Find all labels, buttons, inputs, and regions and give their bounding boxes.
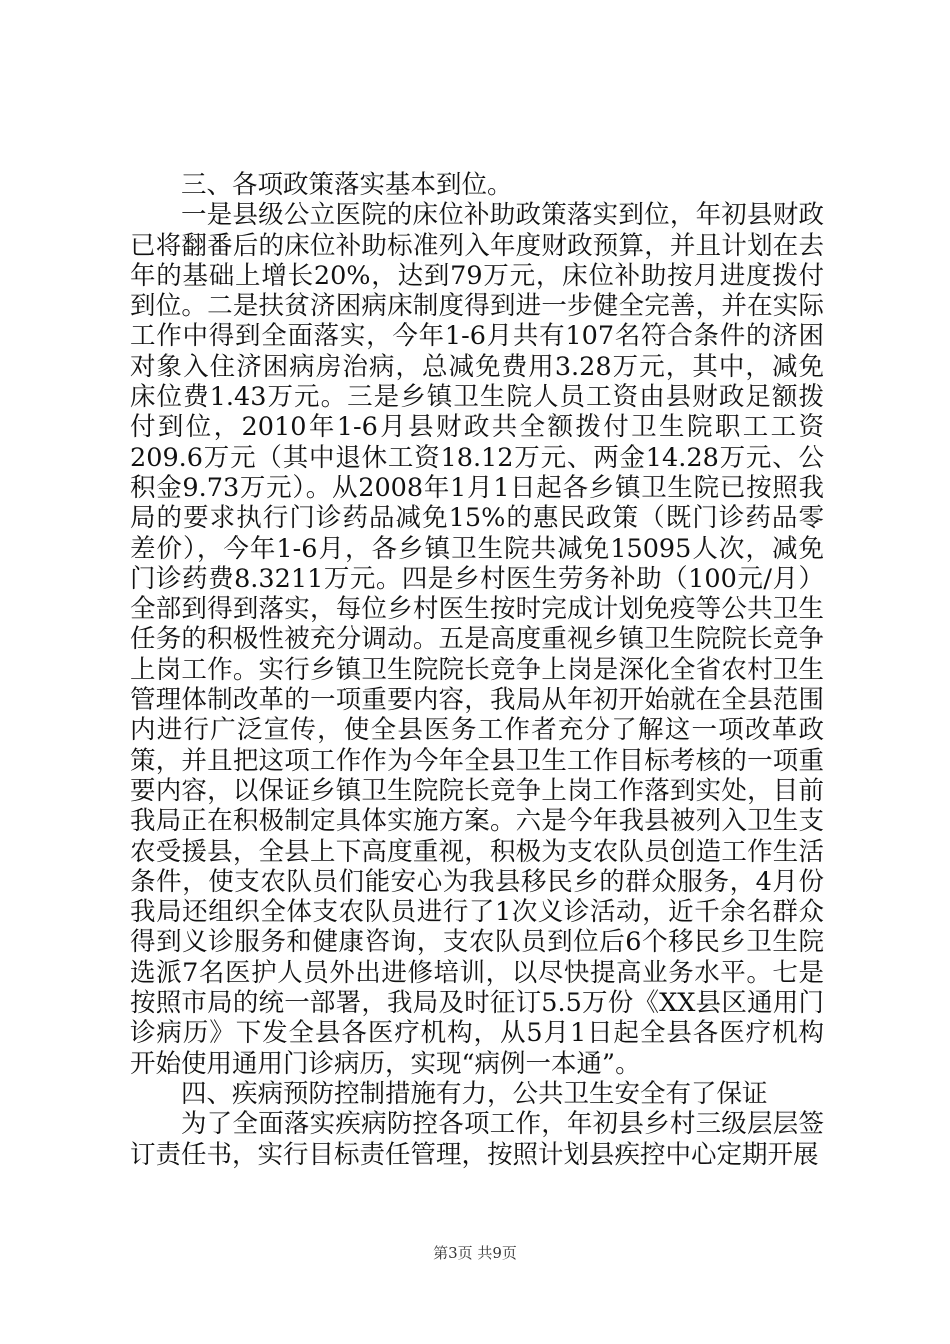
section-heading-4: 四、疾病预防控制措施有力，公共卫生安全有了保证 bbox=[181, 1078, 768, 1109]
body-paragraph: 一是县级公立医院的床位补助政策落实到位，年初县财政已将翻番后的床位补助标准列入年度财政预算，并且计划在去年的基础上增长20%，达到79万元，床位补助按月进度拨付到位。二是扶贫济困病床制度得到进一步健全完善，并在实际工作中得到全面落实，今年1-6月共有107名符合条件的济困对象入住济困病房治病，总减免费用3.28万元，其中，减免床位费1.43万元。三是乡镇卫生院人员工资由县财政足额拨付到位，2010年1-6月县财政共全额拨付卫生院职工工资209.6万元（其中退休工资18.12万元、两金14.28万元、公积金9.73万元）。从2008年1月1日起各乡镇卫生院已按照我局的要求执行门诊药品减免15%的惠民政策（既门诊药品零差价），今年1-6月，各乡镇卫生院共减免15095人次，减免门诊药费8.3211万元。四是乡村医生劳务补助（100元/月）全部到得到落实，每位乡村医生按时完成计划免疫等公共卫生任务的积极性被充分调动。五是高度重视乡镇卫生院院长竞争上岗工作。实行乡镇卫生院院长竞争上岗是深化全省农村卫生管理体制改革的一项重要内容，我局从年初开始就在全县范围内进行广泛宣传，使全县医务工作者充分了解这一项改革政策，并且把这项工作作为今年全县卫生工作目标考核的一项重要内容，以保证乡镇卫生院院长竞争上岗工作落到实处，目前我局正在积极制定具体实施方案。六是今年我县被列入卫生支农受援县，全县上下高度重视，积极为支农队员创造工作生活条件，使支农队员们能安心为我县移民乡的群众服务，4月份我局还组织全体支农队员进行了1次义诊活动，近千余名群众得到义诊服务和健康咨询，支农队员到位后6个移民乡卫生院选派7名医护人员外出进修培训，以尽快提高业务水平。七是按照市局的统一部署，我局及时征订5.5万份《XX县区通用门诊病历》下发全县各医疗机构，从5月1日起全县各医疗机构开始使用通用门诊病历，实现“病例一本通”。 bbox=[130, 200, 824, 1079]
page-footer: 第3页 共9页 bbox=[433, 1244, 517, 1262]
document-body bbox=[130, 170, 824, 1170]
section-heading-3: 三、各项政策落实基本到位。 bbox=[181, 170, 513, 200]
body-paragraph: 为了全面落实疾病防控各项工作，年初县乡村三级层层签订责任书，实行目标责任管理，按照计划县疾控中心定期开展 bbox=[130, 1109, 824, 1170]
